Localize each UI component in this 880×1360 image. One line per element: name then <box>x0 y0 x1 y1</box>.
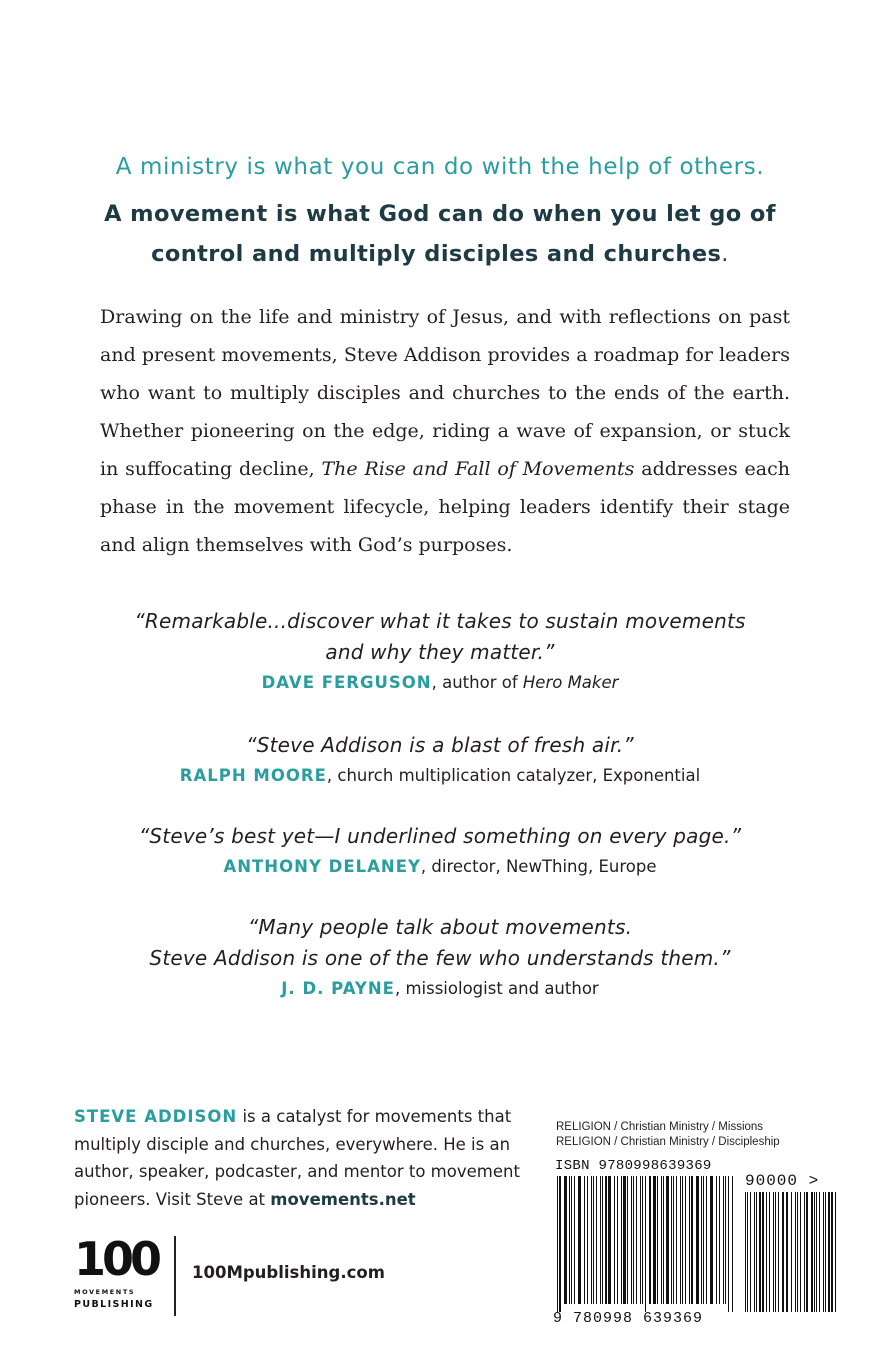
quote-line: “Remarkable...discover what it takes to sustain movements <box>134 609 746 633</box>
blurb-text-1: Drawing on the life and ministry of Jesus, and with reflections on past and present movements, Steve Addison provides a roadmap for leaders who want to multiply disciples and churches to the ends of the earth. Whether pioneering on the edge, riding a wave of expansion, or stuck in suffocating decline, <box>100 306 790 480</box>
endorsement-credit <box>60 668 820 698</box>
endorsement-quote <box>60 730 820 761</box>
barcode-bar <box>745 1192 746 1312</box>
endorsement-credit <box>60 761 820 791</box>
barcode-bar <box>762 1192 764 1312</box>
endorser-book: Hero Maker <box>522 673 619 692</box>
barcode-bar <box>823 1192 824 1312</box>
barcode-bar <box>811 1192 813 1312</box>
publisher-logo <box>74 1232 159 1320</box>
bisac-line: RELIGION / Christian Ministry / Discipleship <box>556 1136 780 1148</box>
bisac-line: RELIGION / Christian Ministry / Missions <box>556 1121 764 1133</box>
barcode-bar <box>778 1192 779 1312</box>
endorser-role: , missiologist and author <box>394 979 599 998</box>
addon-code: 90000 > <box>745 1172 820 1190</box>
barcode-bar <box>814 1192 815 1312</box>
barcode-bar <box>754 1192 755 1312</box>
endorser-role: , church multiplication catalyzer, Exponential <box>326 766 701 785</box>
barcode-bar <box>747 1192 748 1312</box>
logo-movements: MOVEMENTS <box>74 1288 136 1296</box>
endorsement-4 <box>60 912 820 1004</box>
blurb <box>100 298 790 564</box>
book-title: The Rise and Fall of Movements <box>321 458 635 480</box>
barcode-bar <box>816 1192 817 1312</box>
endorser-role: , director, NewThing, Europe <box>420 857 657 876</box>
barcode-bar <box>782 1192 784 1312</box>
blurb-paragraph <box>100 298 790 564</box>
barcode-bar <box>800 1192 801 1312</box>
barcode-bar <box>756 1192 757 1312</box>
endorsement-quote <box>60 606 820 668</box>
barcode-bar <box>786 1192 788 1312</box>
barcode-bar <box>795 1192 796 1312</box>
endorsement-quote <box>60 821 820 852</box>
endorsement-3 <box>60 821 820 882</box>
quote-line: “Many people talk about movements. <box>247 915 633 939</box>
barcode-bar <box>835 1192 836 1312</box>
quote-line: “Steve’s best yet—I underlined something on every page.” <box>138 824 742 848</box>
endorsement-credit <box>60 852 820 882</box>
endorsement-2 <box>60 730 820 791</box>
endorsement-1 <box>60 606 820 698</box>
barcode-bar <box>819 1192 820 1312</box>
author-bio <box>74 1103 544 1213</box>
endorser-name: RALPH MOORE <box>179 766 327 785</box>
barcode-bar <box>804 1192 805 1312</box>
endorser-name: J. D. PAYNE <box>281 979 395 998</box>
quote-line: “Steve Addison is a blast of fresh air.” <box>246 733 634 757</box>
blurb-text-2: addresses each phase in the movement lifecycle, helping leaders identify their stage and align themselves with God’s purposes. <box>100 458 790 556</box>
endorser-role: , author of <box>431 673 523 692</box>
tagline-line-1: A ministry is what you can do with the help of others. <box>115 154 765 180</box>
author-website: movements.net <box>270 1189 416 1209</box>
tagline-line-2 <box>60 194 820 274</box>
barcode-box <box>553 1158 843 1328</box>
endorser-name: ANTHONY DELANEY <box>223 857 421 876</box>
barcode-bar <box>759 1192 761 1312</box>
barcode-bar <box>831 1192 833 1312</box>
barcode-bar <box>828 1192 830 1312</box>
barcode-bar <box>806 1192 808 1312</box>
logo-number: 100 <box>74 1232 159 1286</box>
quote-line: and why they matter.” <box>325 640 555 664</box>
logo-divider <box>174 1236 176 1316</box>
barcode-bar <box>797 1192 798 1312</box>
barcode-bar <box>766 1192 767 1312</box>
endorsement-quote <box>60 912 820 974</box>
tagline-line-2-text: A movement is what God can do when you let go of control and multiply disciples and churches <box>104 201 776 267</box>
logo-publishing: PUBLISHING <box>74 1299 154 1310</box>
tagline-period: . <box>721 241 729 267</box>
endorsement-credit <box>60 974 820 1004</box>
barcode-bar <box>791 1192 792 1312</box>
bisac-categories <box>556 1120 780 1150</box>
barcode-bar <box>769 1192 770 1312</box>
publisher-url: 100Mpublishing.com <box>192 1263 385 1282</box>
isbn-label: ISBN 9780998639369 <box>555 1158 712 1174</box>
quote-line: Steve Addison is one of the few who understands them.” <box>149 946 731 970</box>
barcode-bar <box>773 1192 774 1312</box>
endorser-name: DAVE FERGUSON <box>261 673 432 692</box>
barcode-bar <box>750 1192 751 1312</box>
barcode-bar <box>825 1192 826 1312</box>
author-name: STEVE ADDISON <box>74 1107 238 1126</box>
isbn-digits: 9 780998 639369 <box>553 1310 704 1327</box>
bio-text: is a catalyst for movements that multiply disciple and churches, everywhere. He is an author, speaker, podcaster, and mentor to movement pioneers. Visit Steve at <box>74 1107 520 1209</box>
barcode-bar <box>775 1192 776 1312</box>
